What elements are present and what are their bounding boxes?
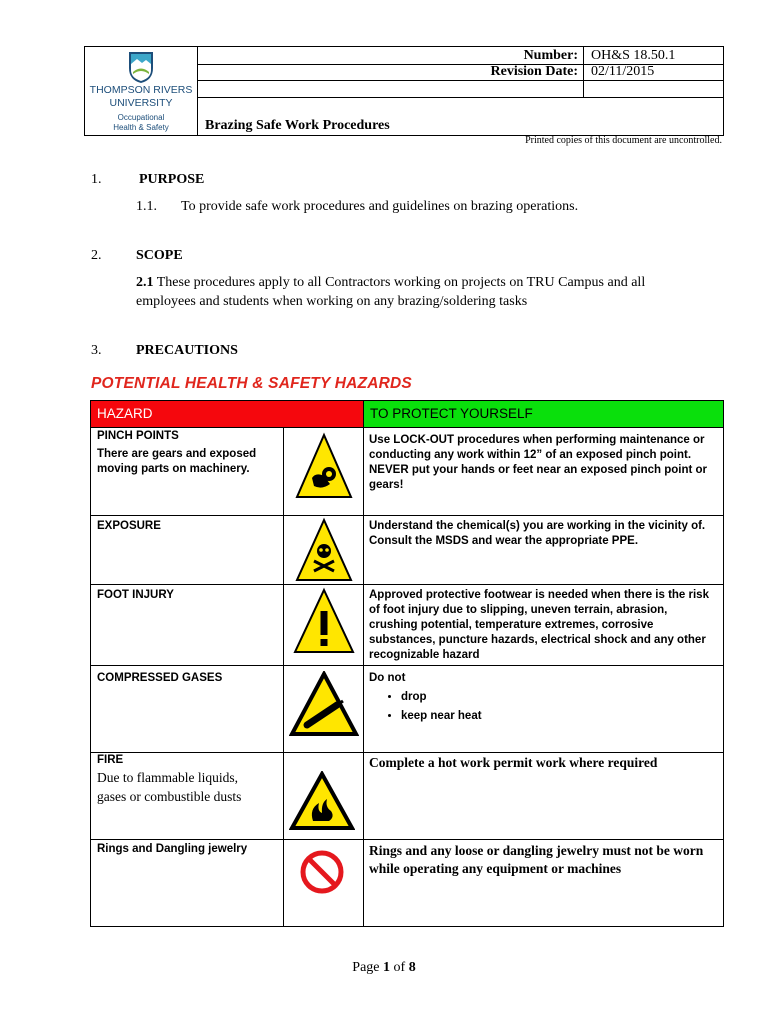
logo-text-line4: Health & Safety <box>113 123 169 132</box>
pinch-point-warning-icon <box>294 432 354 500</box>
section-1-number: 1. <box>91 172 102 187</box>
section-3-title: PRECAUTIONS <box>136 343 238 358</box>
exclamation-warning-icon <box>292 587 356 655</box>
revision-date-value: 02/11/2015 <box>591 64 655 79</box>
table-row-foot-injury-hazard: FOOT INJURY <box>97 589 174 601</box>
logo-text-line1: THOMPSON RIVERS <box>89 84 193 96</box>
table-row-exposure-protect: Understand the chemical(s) you are working in the vicinity of. Consult the MSDS and wear the appropriate PPE. <box>369 520 706 547</box>
revision-date-label: Revision Date: <box>490 64 578 79</box>
table-row-jewelry-hazard: Rings and Dangling jewelry <box>97 843 248 855</box>
table-row-fire-hazard: FIRE Due to flammable liquids, gases or combustible dusts <box>97 754 242 804</box>
section-2-title: SCOPE <box>136 248 183 263</box>
table-row-jewelry-protect: Rings and any loose or dangling jewelry must not be worn while operating any equipment or machines <box>369 843 704 876</box>
section-3-number: 3. <box>91 343 102 358</box>
section-2-1-number: 2.1 <box>136 275 154 290</box>
table-row-compressed-gases-hazard: COMPRESSED GASES <box>97 672 223 684</box>
logo-text-line3: Occupational <box>117 113 165 122</box>
hazard-table <box>90 400 724 927</box>
section-2-1-text: 2.1 These procedures apply to all Contractors working on projects on TRU Campus and all <box>136 275 646 290</box>
document-title: Brazing Safe Work Procedures <box>205 118 390 133</box>
page-number: 1 <box>383 960 391 975</box>
table-row-pinch-points-hazard: PINCH POINTS There are gears and exposed moving parts on machinery. <box>97 430 257 475</box>
section-2-number: 2. <box>91 248 102 263</box>
document-header <box>84 46 724 136</box>
table-row-fire-protect: Complete a hot work permit work where required <box>369 755 658 770</box>
table-row-pinch-points-protect: Use LOCK-OUT procedures when performing maintenance or conducting any work within 12” of an exposed pinch point. NEVER put your hands or feet near an exposed pinch point or gears! <box>369 434 708 491</box>
gas-cylinder-warning-icon <box>289 671 359 737</box>
uncontrolled-note: Printed copies of this document are uncontrolled. <box>525 135 722 146</box>
flammable-warning-icon <box>289 771 355 831</box>
section-1-title: PURPOSE <box>139 172 205 187</box>
table-row-foot-injury-protect: Approved protective footwear is needed when there is the risk of foot injury due to slipping, uneven terrain, abrasion, crushing potential, temperature extremes, corrosive substances, puncture hazards, electrical shock and any other recognizable hazard <box>369 589 709 661</box>
page-total: 8 <box>408 960 416 975</box>
section-1-1-number: 1.1. <box>136 199 157 214</box>
prohibited-icon <box>299 849 345 895</box>
table-row-exposure-hazard: EXPOSURE <box>97 520 161 532</box>
section-2-1-text-cont: employees and students when working on any brazing/soldering tasks <box>136 294 528 309</box>
hazard-column-header: HAZARD <box>91 401 363 427</box>
page-footer: Page 1 of 8 <box>352 960 416 975</box>
list-item: • keep near heat <box>401 709 719 724</box>
list-item: • drop <box>401 690 719 705</box>
hazard-heading: POTENTIAL HEALTH & SAFETY HAZARDS <box>91 375 412 392</box>
section-1-1-text: To provide safe work procedures and guidelines on brazing operations. <box>181 199 579 214</box>
toxic-skull-warning-icon <box>294 517 354 583</box>
logo <box>85 47 198 135</box>
table-row-compressed-gases-protect: Do not • drop • keep near heat <box>369 671 719 728</box>
number-value: OH&S 18.50.1 <box>591 48 676 63</box>
tru-logo-icon <box>125 50 157 84</box>
protect-column-header: TO PROTECT YOURSELF <box>364 401 723 427</box>
logo-text-line2: UNIVERSITY <box>109 97 173 109</box>
number-label: Number: <box>523 48 578 63</box>
